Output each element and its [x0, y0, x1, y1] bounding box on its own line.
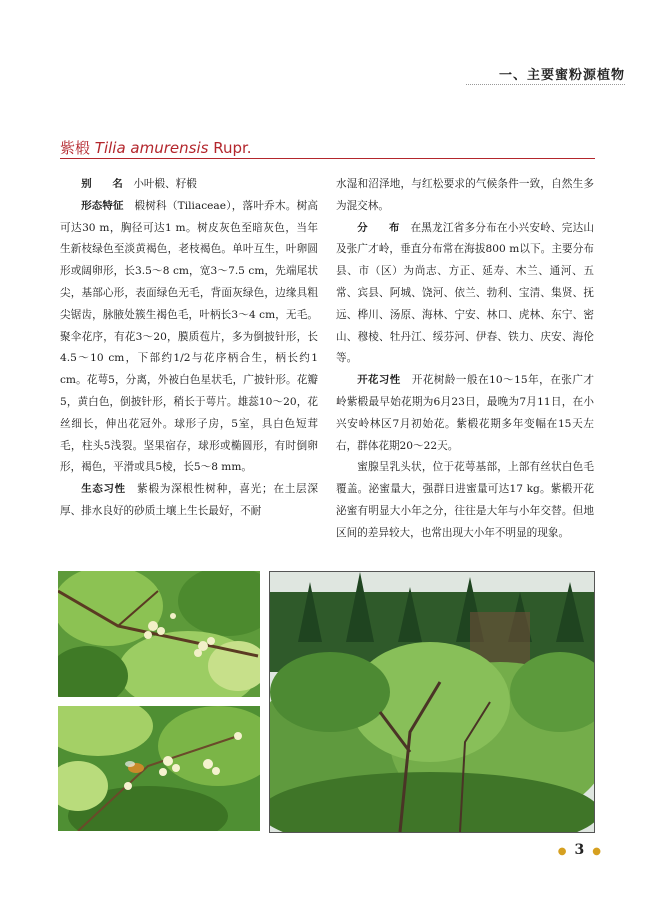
distribution-term: 分 布	[357, 221, 400, 234]
left-column	[60, 174, 318, 523]
tree-habitat-photo	[269, 571, 595, 833]
flowering-text: 开花树龄一般在10～15年，在张广才岭紫椴最早始花期为6月23日，最晚为7月11日，在小兴安岭林区7月初始花。紫椴花期多年变幅在15天左右，群体花期20～22天。	[336, 374, 594, 452]
distribution-paragraph	[336, 218, 594, 371]
species-chinese-name: 紫椴	[60, 139, 91, 157]
page-number-value: 3	[574, 842, 585, 858]
ecology-text: 紫椴为深根性树种，喜光；在土层深厚、排水良好的砂质土壤上生长最好，不耐	[60, 483, 319, 517]
page-dot-left-icon: ●	[557, 846, 567, 857]
alias-paragraph	[60, 174, 318, 196]
nectary-paragraph: 蜜腺呈乳头状，位于花萼基部，上部有丝状白色毛覆盖。泌蜜量大，强群日进蜜量可达17 kg。紫椴开花泌蜜有明显大小年之分，往往是大年与小年交替。但地区间的差异较大，也常出现大小年不明显的现象。	[336, 461, 594, 539]
alias-text: 小叶椴、籽椴	[133, 178, 197, 190]
right-column	[336, 174, 594, 545]
title-rule	[60, 158, 595, 159]
ecology-paragraph	[60, 479, 318, 523]
flower-cluster-photo	[58, 571, 260, 697]
morphology-text: 椴树科（Tiliaceae），落叶乔木。树高可达30 m，胸径可达1 m。树皮灰色至暗灰色，当年生新枝绿色至淡黄褐色，老枝褐色。单叶互生，叶卵圆形或阔卵形，长3.5～8 cm，宽3～7.5 cm，先端尾状尖，基部心形，表面绿色无毛，背面灰绿色，边缘具粗尖锯齿，脉腋处簇生褐色毛，叶柄长3～4 cm，无毛。聚伞花序，有花3～20，膜质苞片，多为倒披针形，长4.5～10 cm，下部约1/2与花序柄合生，柄长约1 cm。花萼5，分离，外被白色星状毛，广披针形。花瓣5，黄白色，倒披针形，稍长于萼片。雄蕊10～20，花丝细长，伸出花冠外。球形子房，5室，具白色短茸毛，柱头5浅裂。坚果宿存，球形或椭圆形，有时倒卵形，褐色，平滑或具5棱，长5～8 mm。	[60, 199, 318, 474]
morphology-term: 形态特征	[81, 199, 124, 212]
alias-term: 别 名	[81, 178, 123, 190]
species-title	[60, 137, 252, 158]
flowering-term: 开花习性	[357, 374, 401, 387]
species-latin-name: Tilia amurensis	[94, 139, 209, 157]
header-rule	[466, 84, 625, 85]
page-dot-right-icon: ●	[592, 846, 601, 857]
page-number	[550, 842, 609, 858]
morphology-paragraph	[60, 196, 318, 479]
flowering-paragraph	[336, 370, 594, 457]
species-author: Rupr.	[213, 139, 252, 157]
running-header: 一、主要蜜粉源植物	[498, 68, 625, 83]
ecology-continued-paragraph: 水湿和沼泽地，与红松要求的气候条件一致，自然生多为混交林。	[336, 178, 594, 212]
bee-on-flower-photo	[58, 706, 260, 831]
ecology-term: 生态习性	[81, 483, 126, 496]
distribution-text: 在黑龙江省多分布在小兴安岭、完达山及张广才岭，垂直分布常在海拔800 m以下。主要分布县、市（区）为尚志、方正、延寿、木兰、通河、五常、宾县、阿城、饶河、依兰、勃利、宝清、集贤、抚远、桦川、汤原、海林、宁安、林口、虎林、东宁、密山、穆棱、牡丹江、绥芬河、伊春、铁力、庆安、海伦等。	[336, 221, 595, 365]
